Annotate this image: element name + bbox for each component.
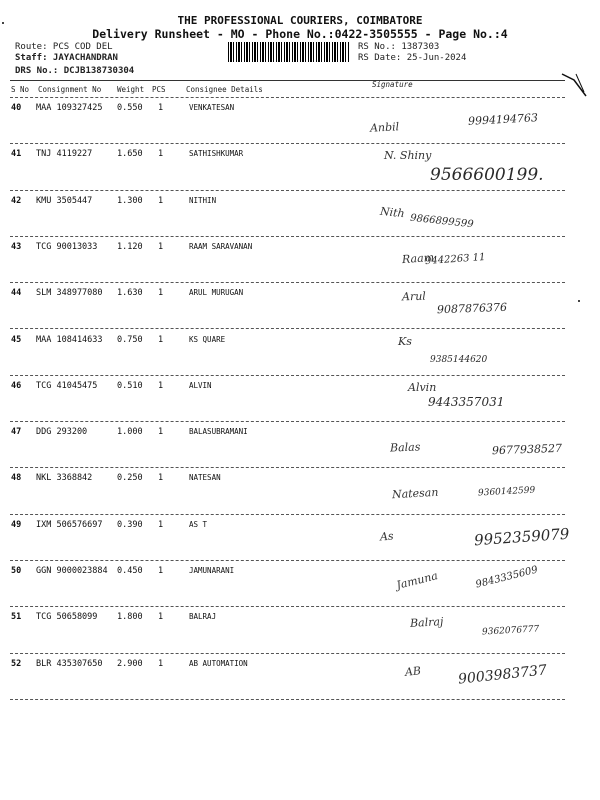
row-pcs: 1 bbox=[158, 427, 164, 438]
col-signature-header: Signature bbox=[372, 80, 413, 89]
row-signature: Natesan bbox=[391, 486, 439, 502]
row-weight: 0.250 bbox=[117, 473, 143, 484]
row-sno: 41 bbox=[11, 149, 22, 160]
row-pcs: 1 bbox=[158, 473, 164, 484]
row-signature-phone: 9443357031 bbox=[428, 394, 505, 409]
row-sno: 49 bbox=[11, 519, 22, 530]
row-pcs: 1 bbox=[158, 566, 164, 576]
row-consignee-name: ALVIN bbox=[189, 380, 212, 390]
table-row bbox=[0, 655, 600, 701]
row-pcs: 1 bbox=[158, 103, 164, 113]
row-consignment-no: IXM 506576697 bbox=[36, 519, 103, 530]
company-title: THE PROFESSIONAL COURIERS, COIMBATORE bbox=[177, 14, 423, 27]
row-divider bbox=[10, 143, 565, 144]
row-pcs: 1 bbox=[158, 334, 164, 345]
row-pcs: 1 bbox=[158, 241, 164, 252]
col-weight-header: Weight bbox=[117, 85, 145, 94]
table-row bbox=[0, 284, 600, 330]
row-signature: Balraj bbox=[409, 615, 444, 631]
staff-label: Staff: JAYACHANDRAN bbox=[15, 53, 118, 63]
row-consignee-name: SATHISHKUMAR bbox=[189, 149, 244, 159]
row-consignee-name: ARUL MURUGAN bbox=[189, 288, 244, 298]
row-weight: 0.450 bbox=[117, 566, 143, 576]
row-signature-phone: 9994194763 bbox=[467, 111, 539, 128]
drs-number: DRS No.: DCJB138730304 bbox=[15, 66, 135, 76]
row-consignment-no: SLM 348977080 bbox=[36, 288, 103, 299]
row-signature: Raam bbox=[401, 250, 435, 266]
row-sno: 44 bbox=[11, 288, 22, 299]
row-divider bbox=[10, 467, 565, 468]
table-row bbox=[0, 516, 600, 562]
barcode-image bbox=[228, 42, 350, 62]
col-pcs-header: PCS bbox=[152, 85, 166, 94]
row-consignment-no: TNJ 4119227 bbox=[36, 149, 93, 160]
row-pcs: 1 bbox=[158, 519, 164, 530]
row-divider bbox=[10, 328, 565, 329]
header-rule-bottom bbox=[10, 97, 565, 98]
row-signature-phone: 9385144620 bbox=[430, 354, 488, 365]
row-consignee-name: RAAM SARAVANAN bbox=[189, 241, 253, 251]
row-sno: 51 bbox=[11, 612, 22, 623]
row-weight: 0.390 bbox=[117, 519, 143, 530]
row-signature: Jamuna bbox=[395, 569, 440, 592]
corner-mark-icon bbox=[560, 70, 590, 100]
row-divider bbox=[10, 560, 565, 561]
row-weight: 1.000 bbox=[117, 427, 143, 438]
table-row bbox=[0, 145, 600, 191]
row-signature-phone: 9360142599 bbox=[477, 485, 536, 499]
row-consignment-no: MAA 109327425 bbox=[36, 103, 103, 113]
row-sno: 47 bbox=[11, 427, 22, 438]
route-label: Route: PCS COD DEL bbox=[15, 42, 113, 52]
row-pcs: 1 bbox=[158, 658, 164, 669]
scan-speck bbox=[578, 300, 580, 302]
row-sno: 48 bbox=[11, 473, 22, 484]
row-consignee-name: VENKATESAN bbox=[189, 103, 235, 112]
row-divider bbox=[10, 699, 565, 700]
col-sno-header: S No bbox=[11, 85, 30, 94]
row-signature-phone: 9843335609 bbox=[474, 564, 540, 591]
row-signature-phone: 9952359079 bbox=[473, 524, 570, 549]
row-weight: 1.120 bbox=[117, 241, 143, 252]
row-signature-phone: 9442263 11 bbox=[424, 251, 486, 267]
row-weight: 1.800 bbox=[117, 612, 143, 623]
row-pcs: 1 bbox=[158, 195, 164, 206]
table-row bbox=[0, 377, 600, 423]
table-row bbox=[0, 608, 600, 654]
row-signature: AB bbox=[404, 663, 422, 679]
row-pcs: 1 bbox=[158, 149, 164, 160]
row-sno: 46 bbox=[11, 380, 22, 391]
row-divider bbox=[10, 421, 565, 422]
table-row bbox=[0, 99, 600, 145]
row-signature: Arul bbox=[401, 289, 427, 304]
row-signature-phone: 9362076777 bbox=[481, 624, 540, 638]
row-consignee-name: NITHIN bbox=[189, 195, 217, 205]
row-signature: Nith bbox=[379, 204, 406, 220]
row-sno: 43 bbox=[11, 241, 22, 252]
row-consignee-name: KS QUARE bbox=[189, 334, 226, 344]
row-weight: 0.750 bbox=[117, 334, 143, 345]
row-divider bbox=[10, 236, 565, 237]
row-consignment-no: KMU 3505447 bbox=[36, 195, 93, 206]
row-consignee-name: BALRAJ bbox=[189, 612, 217, 622]
row-divider bbox=[10, 653, 565, 654]
row-sno: 40 bbox=[11, 103, 22, 113]
row-signature-phone: 9003983737 bbox=[457, 661, 548, 688]
row-consignee-name: AB AUTOMATION bbox=[189, 658, 248, 668]
row-consignee-name: NATESAN bbox=[189, 473, 221, 483]
row-consignment-no: NKL 3368842 bbox=[36, 473, 93, 484]
row-consignment-no: TCG 90013033 bbox=[36, 241, 98, 252]
row-weight: 1.650 bbox=[117, 149, 143, 160]
row-consignment-no: TCG 50658099 bbox=[36, 612, 98, 623]
row-consignment-no: TCG 41045475 bbox=[36, 380, 98, 391]
row-consignee-name: BALASUBRAMANI bbox=[189, 427, 248, 437]
row-consignment-no: GGN 9000023884 bbox=[36, 566, 108, 576]
row-sno: 52 bbox=[11, 658, 22, 669]
row-signature-phone: 9566600199. bbox=[430, 165, 544, 186]
row-weight: 1.300 bbox=[117, 195, 143, 206]
row-signature: Alvin bbox=[408, 380, 437, 394]
row-divider bbox=[10, 514, 565, 515]
row-weight: 2.900 bbox=[117, 658, 143, 669]
row-pcs: 1 bbox=[158, 612, 164, 623]
row-divider bbox=[10, 190, 565, 191]
header-rule-top bbox=[10, 80, 565, 81]
table-row bbox=[0, 331, 600, 377]
runsheet-subtitle: Delivery Runsheet - MO - Phone No.:0422-3505555 - Page No.:4 bbox=[92, 27, 508, 41]
table-row bbox=[0, 423, 600, 469]
row-sno: 42 bbox=[11, 195, 22, 206]
table-row bbox=[0, 562, 600, 608]
row-signature: Balas bbox=[389, 440, 421, 455]
row-signature: Ks bbox=[398, 334, 412, 348]
row-signature-phone: 9677938527 bbox=[491, 441, 563, 458]
row-consignment-no: DDG 293200 bbox=[36, 427, 88, 438]
scan-speck bbox=[2, 22, 4, 24]
row-weight: 0.510 bbox=[117, 380, 143, 391]
rs-number: RS No.: 1387303 bbox=[358, 42, 440, 52]
row-weight: 1.630 bbox=[117, 288, 143, 299]
table-row bbox=[0, 192, 600, 238]
table-row bbox=[0, 238, 600, 284]
row-signature-phone: 9087876376 bbox=[436, 300, 508, 317]
row-pcs: 1 bbox=[158, 380, 164, 391]
row-pcs: 1 bbox=[158, 288, 164, 299]
row-consignment-no: MAA 108414633 bbox=[36, 334, 103, 345]
col-consignment-header: Consignment No bbox=[38, 85, 102, 94]
table-row bbox=[0, 469, 600, 515]
row-signature: As bbox=[379, 529, 395, 544]
row-divider bbox=[10, 375, 565, 376]
row-signature-phone: 9866899599 bbox=[409, 212, 475, 230]
row-weight: 0.550 bbox=[117, 103, 143, 113]
row-consignment-no: BLR 435307650 bbox=[36, 658, 103, 669]
col-consignee-header: Consignee Details bbox=[186, 85, 263, 94]
row-sno: 50 bbox=[11, 566, 22, 576]
row-divider bbox=[10, 282, 565, 283]
row-sno: 45 bbox=[11, 334, 22, 345]
row-signature: N. Shiny bbox=[384, 149, 432, 163]
row-divider bbox=[10, 606, 565, 607]
row-consignee-name: JAMUNARANI bbox=[189, 566, 235, 575]
row-signature: Anbil bbox=[369, 120, 400, 135]
row-consignee-name: AS T bbox=[189, 519, 208, 529]
rs-date: RS Date: 25-Jun-2024 bbox=[358, 53, 467, 63]
